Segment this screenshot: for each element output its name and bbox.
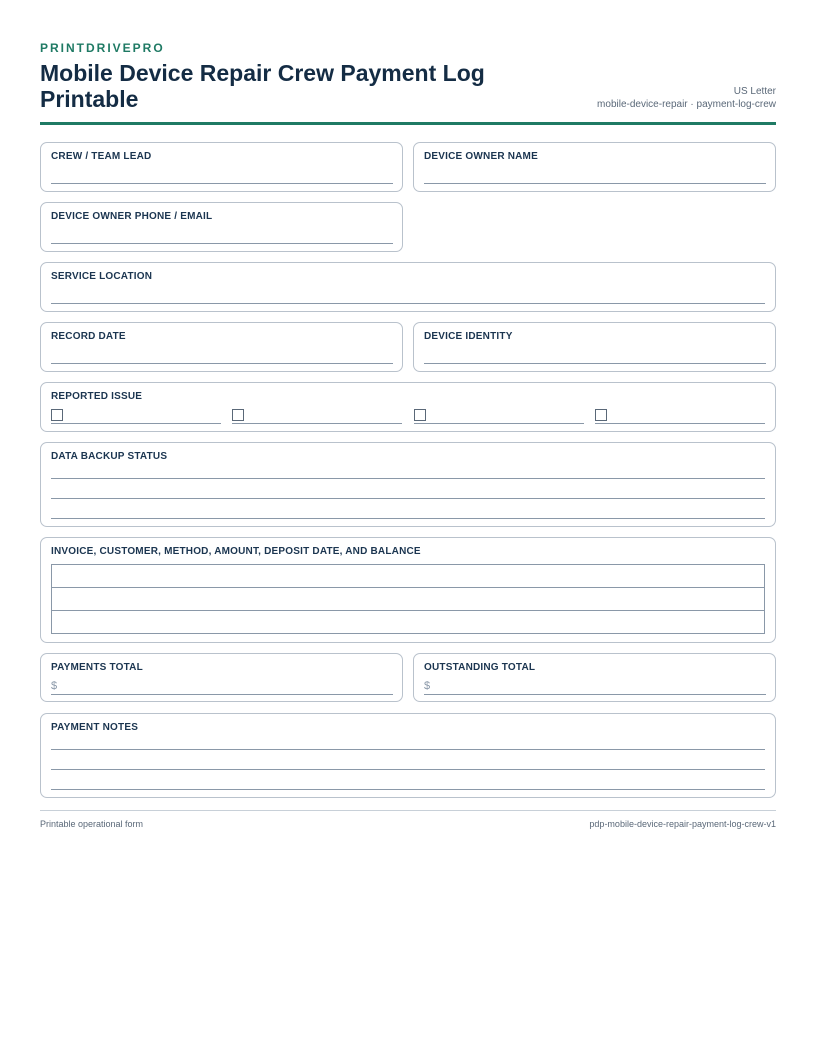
- payment-table-label: INVOICE, CUSTOMER, METHOD, AMOUNT, DEPOSIT DATE, AND BALANCE: [51, 546, 421, 557]
- crew-team-lead-field: [40, 142, 403, 192]
- reported-issue-label: REPORTED ISSUE: [51, 391, 143, 402]
- record-date-field: [40, 322, 403, 372]
- device-identity-input-line[interactable]: [424, 363, 766, 364]
- payment-table: [51, 564, 765, 634]
- checkbox[interactable]: [51, 409, 63, 421]
- header-divider: [40, 122, 776, 125]
- currency-symbol: $: [424, 680, 431, 692]
- data-backup-status-field: [40, 442, 776, 527]
- reported-issue-option-2: [232, 409, 402, 423]
- record-date-label: RECORD DATE: [51, 331, 126, 342]
- device-owner-contact-input-line[interactable]: [51, 243, 393, 244]
- device-owner-name-input-line[interactable]: [424, 183, 766, 184]
- option-write-line[interactable]: [232, 423, 402, 424]
- device-identity-label: DEVICE IDENTITY: [424, 331, 513, 342]
- outstanding-total-label: OUTSTANDING TOTAL: [424, 662, 536, 673]
- reported-issue-option-1: [51, 409, 221, 423]
- device-owner-name-field: [413, 142, 776, 192]
- data-backup-line-1[interactable]: [51, 478, 765, 479]
- page-title: Mobile Device Repair Crew Payment Log Printable: [40, 60, 485, 112]
- table-row: [52, 565, 765, 588]
- device-owner-name-label: DEVICE OWNER NAME: [424, 151, 538, 162]
- data-backup-status-label: DATA BACKUP STATUS: [51, 451, 168, 462]
- table-row: [52, 588, 765, 611]
- form-slug: mobile-device-repair · payment-log-crew: [597, 99, 776, 110]
- payments-total-input-line[interactable]: [51, 694, 393, 695]
- device-identity-field: [413, 322, 776, 372]
- table-row: [52, 611, 765, 634]
- outstanding-total-input-line[interactable]: [424, 694, 766, 695]
- reported-issue-option-3: [414, 409, 584, 423]
- option-write-line[interactable]: [595, 423, 765, 424]
- table-cell[interactable]: [52, 611, 765, 634]
- data-backup-line-3[interactable]: [51, 518, 765, 519]
- brand-name: PRINTDRIVEPRO: [40, 41, 165, 55]
- payment-notes-line-2[interactable]: [51, 769, 765, 770]
- paper-size: US Letter: [733, 86, 776, 97]
- footer-form-id: pdp-mobile-device-repair-payment-log-crew-v1: [589, 819, 776, 829]
- payments-total-field: [40, 653, 403, 702]
- footer-divider: [40, 810, 776, 811]
- page-meta: [597, 85, 776, 111]
- checkbox[interactable]: [414, 409, 426, 421]
- footer-left: Printable operational form: [40, 819, 144, 829]
- table-cell[interactable]: [52, 588, 765, 611]
- option-write-line[interactable]: [51, 423, 221, 424]
- payment-notes-field: [40, 713, 776, 798]
- reported-issue-field: [40, 382, 776, 432]
- data-backup-line-2[interactable]: [51, 498, 765, 499]
- payment-notes-line-1[interactable]: [51, 749, 765, 750]
- device-owner-contact-label: DEVICE OWNER PHONE / EMAIL: [51, 211, 213, 222]
- outstanding-total-field: [413, 653, 776, 702]
- reported-issue-option-4: [595, 409, 765, 423]
- payments-total-label: PAYMENTS TOTAL: [51, 662, 143, 673]
- record-date-input-line[interactable]: [51, 363, 393, 364]
- service-location-label: SERVICE LOCATION: [51, 271, 153, 282]
- device-owner-contact-field: [40, 202, 403, 252]
- checkbox[interactable]: [232, 409, 244, 421]
- payment-notes-label: PAYMENT NOTES: [51, 722, 139, 733]
- payment-notes-line-3[interactable]: [51, 789, 765, 790]
- table-cell[interactable]: [52, 565, 765, 588]
- service-location-input-line[interactable]: [51, 303, 765, 304]
- option-write-line[interactable]: [414, 423, 584, 424]
- currency-symbol: $: [51, 680, 58, 692]
- service-location-field: [40, 262, 776, 312]
- checkbox[interactable]: [595, 409, 607, 421]
- crew-team-lead-label: CREW / TEAM LEAD: [51, 151, 152, 162]
- payment-table-field: [40, 537, 776, 643]
- crew-team-lead-input-line[interactable]: [51, 183, 393, 184]
